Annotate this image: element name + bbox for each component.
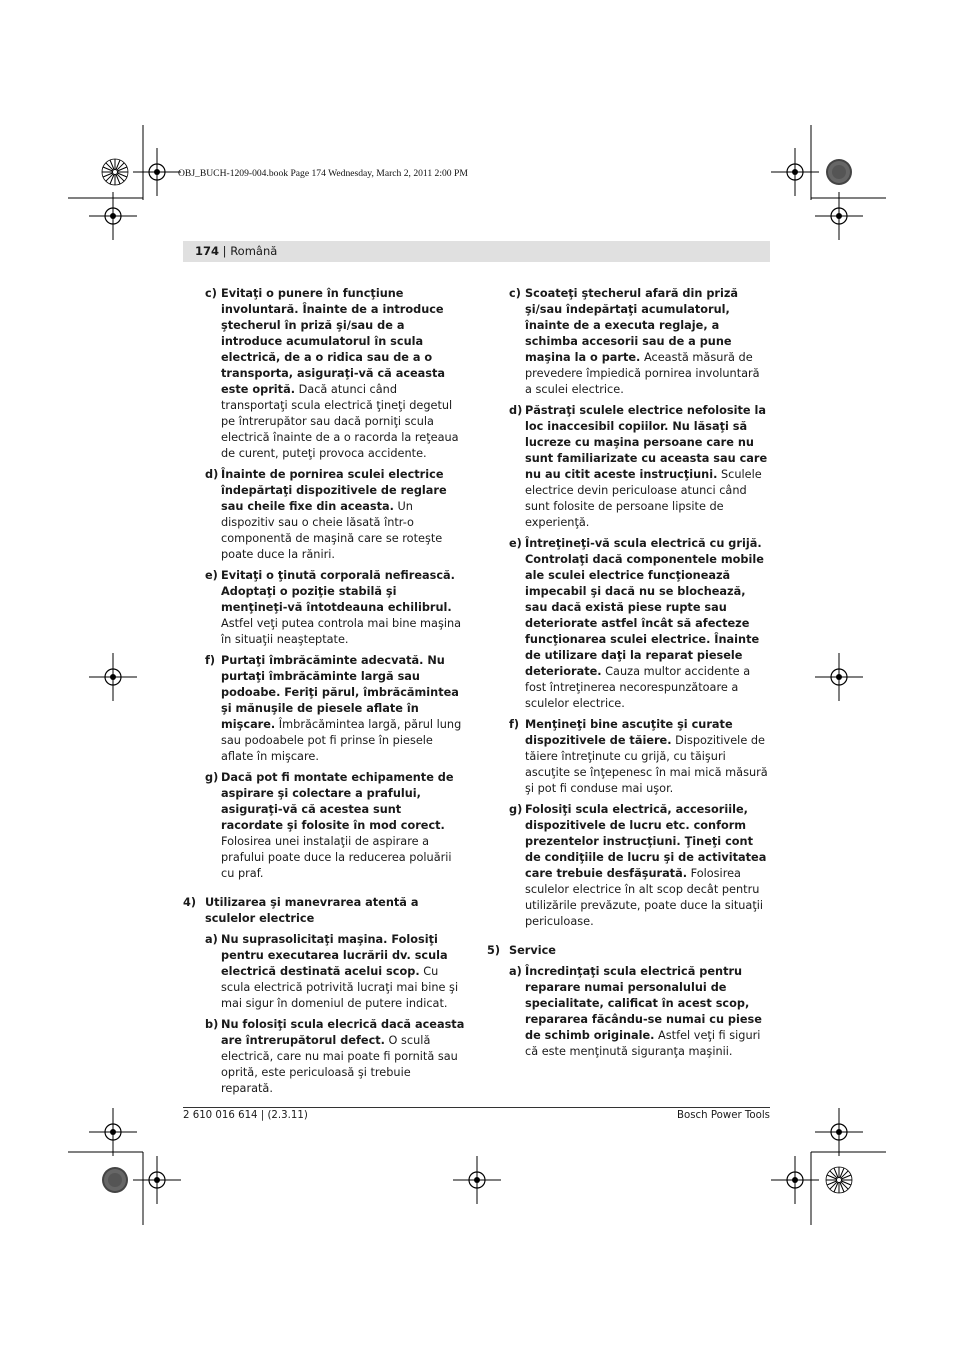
list-item: f) Purtaţi îmbrăcăminte adecvată. Nu purtaţi îmbrăcăminte largă sau podoabe. Feriţi părul, îmbrăcămintea şi mănuşile de piesele aflate în mişcare. Îmbrăcămintea largă, părul lung sau podoabele pot fi prinse în piesele aflate în mişcare. — [205, 654, 462, 763]
left-column — [183, 286, 466, 1102]
header-text — [195, 244, 277, 258]
right-column — [487, 286, 770, 1065]
list-item: c) Evitaţi o punere în funcţiune involuntară. Înainte de a introduce ştecherul în priză şi/sau de a introduce acumulatorul în scula electrică, de a o ridica sau de a o transporta, asiguraţi-vă că aceasta este oprită. Dacă atunci când transportaţi scula electrică ţineţi degetul pe întrerupător sau dacă porniţi scula electrică înainte de a o racorda la reţeaua de curent, puteţi provoca accidente. — [205, 287, 459, 460]
list-item: a) Nu suprasolicitaţi maşina. Folosiţi pentru executarea lucrării dv. scula electrică destinată acelui scop. Cu scula electrică potrivită lucraţi mai bine şi mai sigur în domeniul de putere indicat. — [205, 933, 459, 1010]
list-item: d) Înainte de pornirea sculei electrice îndepărtaţi dispozitivele de reglare sau cheile fixe din aceasta. Un dispozitiv sau o cheie lăsată într-o componentă de maşină care se roteşte poate duce la răniri. — [205, 468, 447, 561]
list-item: b) Nu folosiţi scula elecrică dacă aceasta are întrerupătorul defect. O sculă electrică, care nu mai poate fi pornită sau oprită, este periculoasă şi trebuie reparată. — [205, 1018, 465, 1095]
list-item: a) Încredinţaţi scula electrică pentru reparare numai personalului de specialitate, calificat în acest scop, repararea făcându-se numai cu piese de schimb originale. Astfel veţi fi siguri că este menţinută siguranţa maşinii. — [509, 965, 762, 1058]
footer-divider — [183, 1107, 770, 1108]
header-language: Română — [230, 244, 278, 258]
list-item: g) Folosiţi scula electrică, accesoriile, dispozitivele de lucru etc. conform prezentelor instrucţiuni. Ţineţi cont de condiţiile de lucru şi de activitatea care trebuie desfăşurată. Folosirea sculelor electrice în alt scop decât pentru utilizările prevăzute, poate duce la situaţii periculoase. — [509, 803, 767, 928]
header-separator: | — [219, 244, 231, 258]
list-item: e) Întreţineţi-vă scula electrică cu grijă. Controlaţi dacă componentele mobile ale sculei electrice funcţionează impecabil şi dacă nu se blochează, sau dacă există piese rupte sau deteriorate astfel încât să afecteze funcţionarea sculei electrice. Înainte de utilizare daţi la reparat piesele deteriorate. Cauza multor accidente a fost întreţinerea necorespunzătoare a sculelor electrice. — [509, 537, 764, 710]
page-number: 174 — [195, 244, 220, 258]
list-item: f) Menţineţi bine ascuţite şi curate dispozitivele de tăiere. Dispozitivele de tăiere întreţinute cu grijă, cu tăişuri ascuţite se înţepenesc în mai mică măsură şi pot fi conduse mai uşor. — [509, 718, 768, 795]
section-heading-4: 4) Utilizarea şi manevrarea atentă a sculelor electrice — [183, 896, 419, 925]
list-item: d) Păstraţi sculele electrice nefolosite la loc inaccesibil copiilor. Nu lăsaţi să lucreze cu maşina persoane care nu sunt familiarizate cu aceasta sau care nu au citit aceste instrucţiuni. Sculele electrice devin periculoase atunci când sunt folosite de persoane lipsite de experienţă. — [509, 404, 768, 529]
footer-brand: Bosch Power Tools — [677, 1110, 770, 1121]
print-info: OBJ_BUCH-1209-004.book Page 174 Wednesday, March 2, 2011 2:00 PM — [178, 168, 468, 179]
list-item: g) Dacă pot fi montate echipamente de aspirare şi colectare a prafului, asiguraţi-vă că acestea sunt racordate şi folosite în mod corect. Folosirea unei instalaţii de aspirare a prafului poate duce la reducerea poluării cu praf. — [205, 771, 454, 880]
section-heading-5: 5) Service — [487, 944, 556, 957]
list-item: e) Evitaţi o ţinută corporală nefirească. Adoptaţi o poziţie stabilă şi menţineţi-vă întotdeauna echilibrul. Astfel veţi putea controla mai bine maşina în situaţii neaşteptate. — [205, 569, 462, 646]
page-header — [183, 241, 770, 262]
list-item: c) Scoateţi ştecherul afară din priză şi/sau îndepărtaţi acumulatorul, înainte de a executa reglaje, a schimba accesorii sau de a pune maşina la o parte. Această măsură de prevedere împiedică pornirea involuntară a sculei electrice. — [509, 287, 760, 396]
footer-doc-number: 2 610 016 614 | (2.3.11) — [183, 1110, 308, 1121]
